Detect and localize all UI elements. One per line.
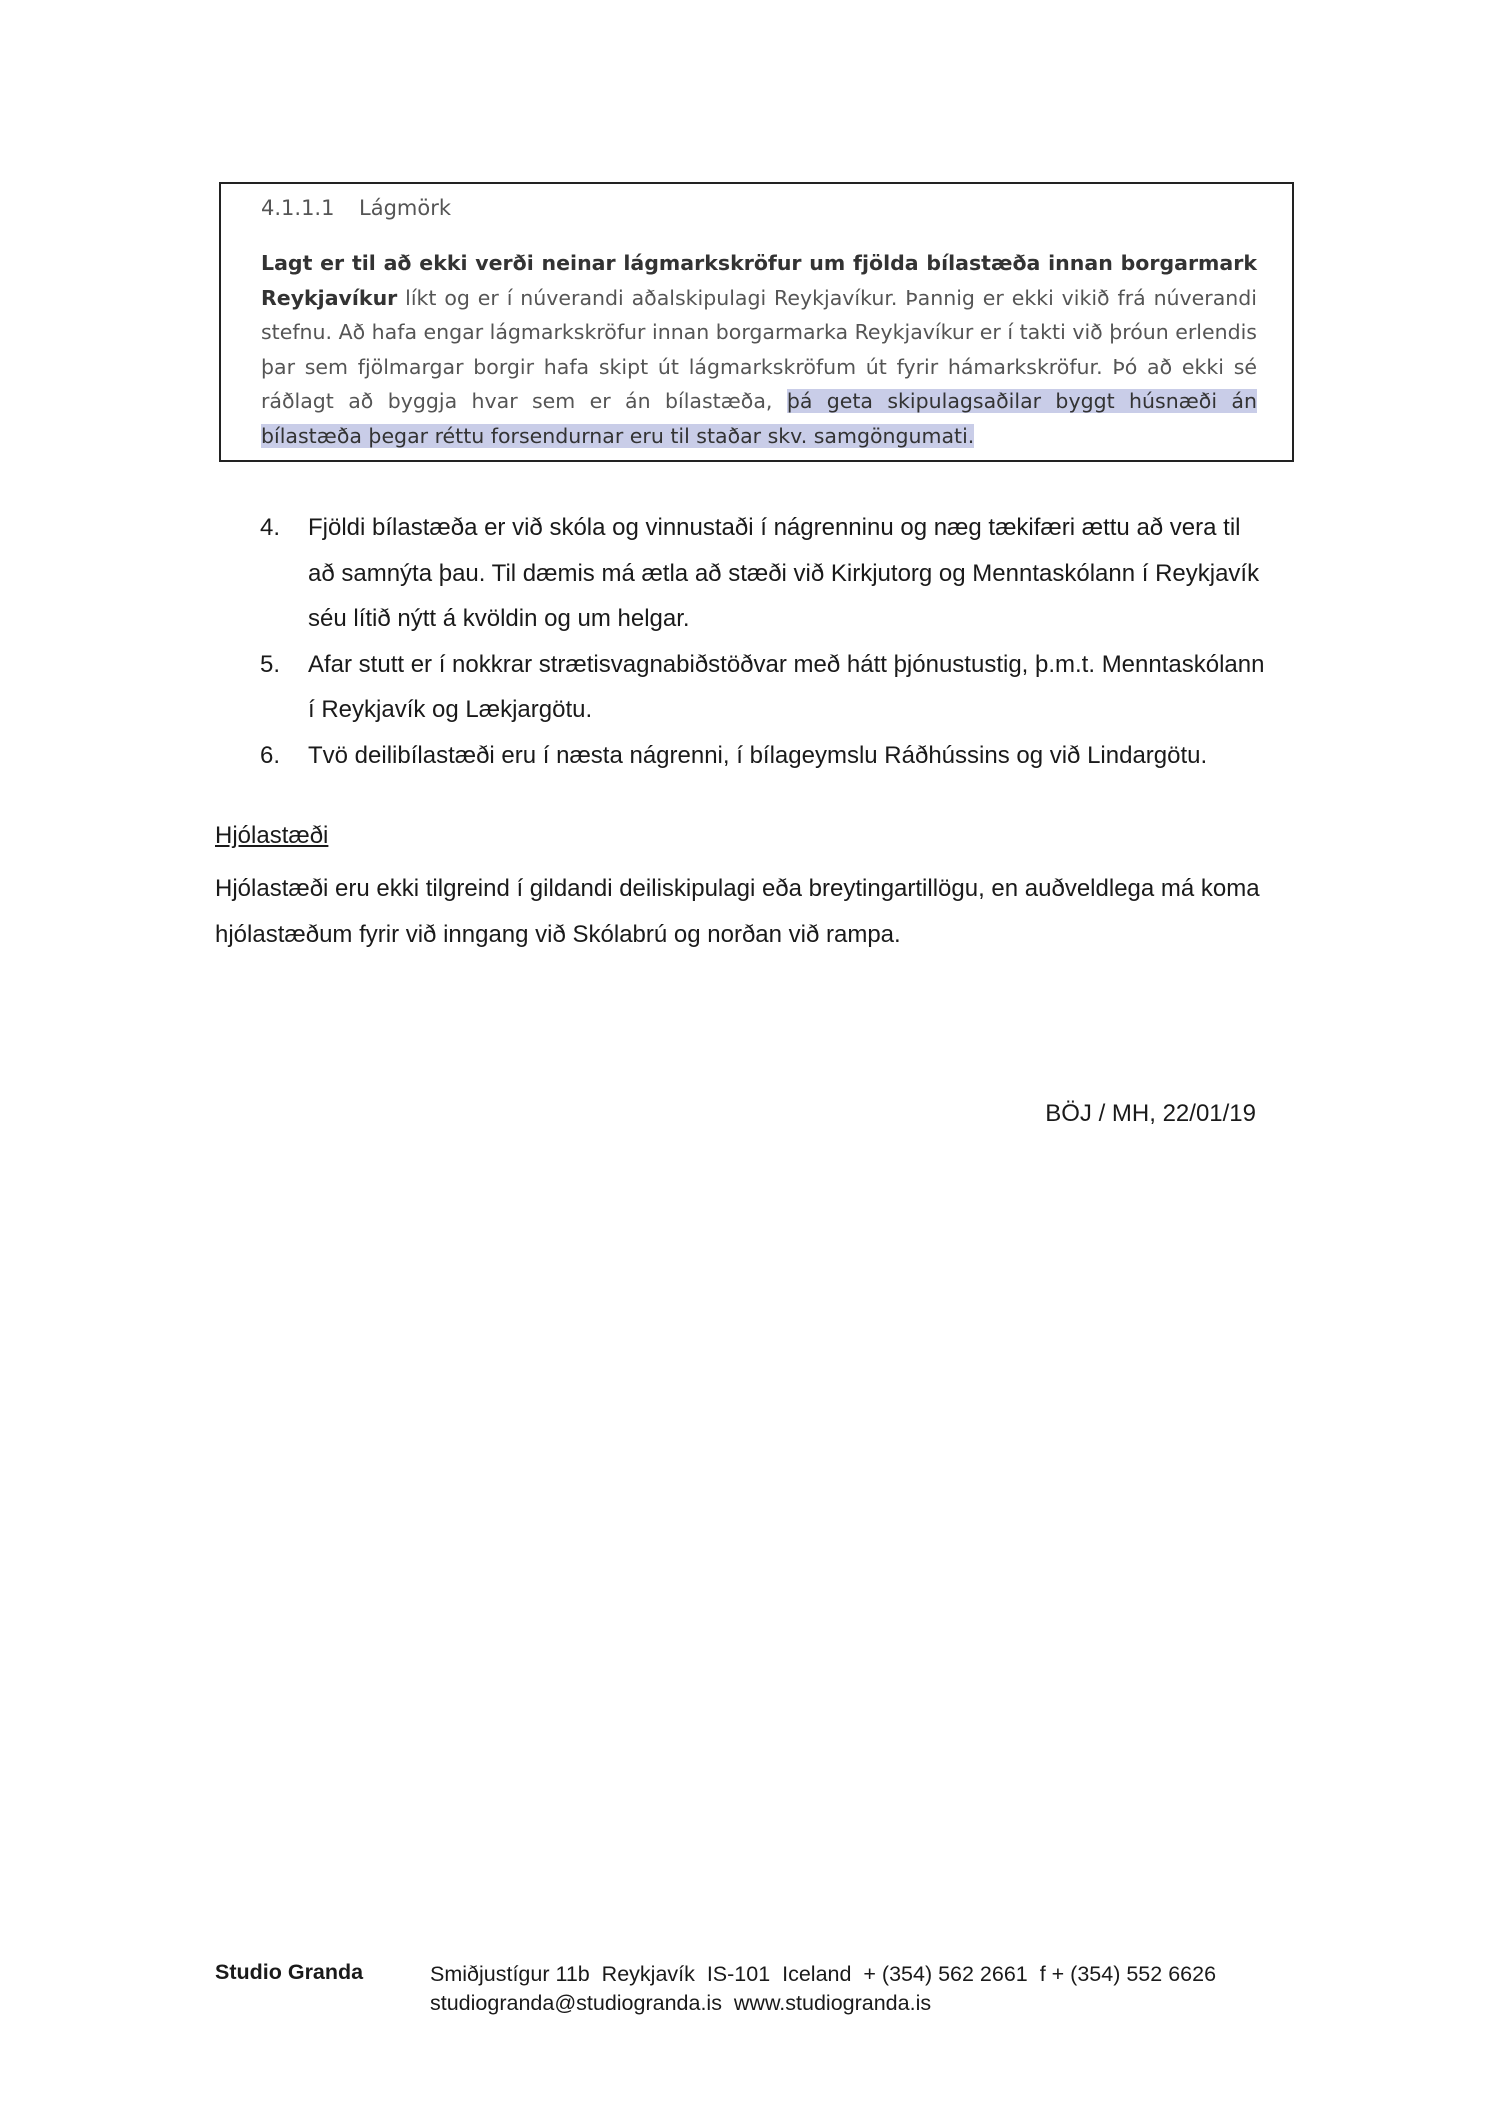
list-item-number: 4. (260, 514, 281, 541)
quoted-excerpt-box (219, 182, 1294, 462)
list-item (260, 733, 1270, 779)
excerpt-highlighted-text: þá geta skipulagsaðilar byggt húsnæði án bílastæða þegar réttu forsendurnar eru til staðar skv. samgöngumati. (261, 389, 1257, 448)
list-item-text: Tvö deilibílastæði eru í næsta nágrenni, í bílageymslu Ráðhússins og við Lindargötu. (308, 741, 1208, 769)
footer-firm-name: Studio Granda (215, 1960, 364, 1984)
list-item (260, 642, 1270, 733)
list-item-number: 6. (260, 741, 281, 769)
excerpt-bold-lead: Lagt er til að ekki verði neinar lágmarkskröfur um fjölda bílastæða innan borgarmark Reykjavíkur (261, 251, 1257, 310)
excerpt-text: líkt og er í núverandi aðalskipulagi Reykjavíkur. Þannig er ekki vikið frá núverandi stefnu. Að hafa engar lágmarkskröfur innan borgarmarka Reykjavíkur er í takti við þróun erlendis þar sem fjölmargar borgir hafa skipt út lágmarkskröfum út fyrir hámarkskröfur. Þó að ekki sé ráðlagt að byggja hvar sem er án bílastæða, (261, 285, 1257, 413)
bike-section-title: Hjólastæði (215, 822, 329, 849)
footer-contact-line: studiogranda@studiogranda.is www.studiogranda.is (430, 1991, 932, 2015)
signature: BÖJ / MH, 22/01/19 (1045, 1100, 1256, 1127)
excerpt-section-number: 4.1.1.1 (261, 196, 335, 220)
excerpt-section-title: Lágmörk (359, 196, 451, 220)
footer-address (430, 1960, 1216, 2018)
numbered-list (260, 505, 1270, 778)
list-item-text: Afar stutt er í nokkrar strætisvagnabiðstöðvar með hátt þjónustustig, þ.m.t. Menntaskólann í Reykjavík og Lækjargötu. (308, 650, 1265, 723)
list-item (260, 505, 1270, 642)
bike-section-paragraph: Hjólastæði eru ekki tilgreind í gildandi deiliskipulagi eða breytingartillögu, en auðveldlega má koma hjólastæðum fyrir við inngang við Skólabrú og norðan við rampa. (215, 875, 1260, 948)
list-item-text: Fjöldi bílastæða er við skóla og vinnustaði í nágrenninu og næg tækifæri ættu að vera til að samnýta þau. Til dæmis má ætla að stæði við Kirkjutorg og Menntaskólann í Reykjavík séu lítið nýtt á kvöldin og um helgar. (308, 514, 1260, 632)
list-item-number: 5. (260, 650, 281, 678)
excerpt-heading (261, 196, 451, 220)
footer-address-line: Smiðjustígur 11b Reykjavík IS-101 Iceland + (354) 562 2661 f + (354) 552 6626 (430, 1962, 1217, 1986)
excerpt-body (261, 246, 1257, 453)
